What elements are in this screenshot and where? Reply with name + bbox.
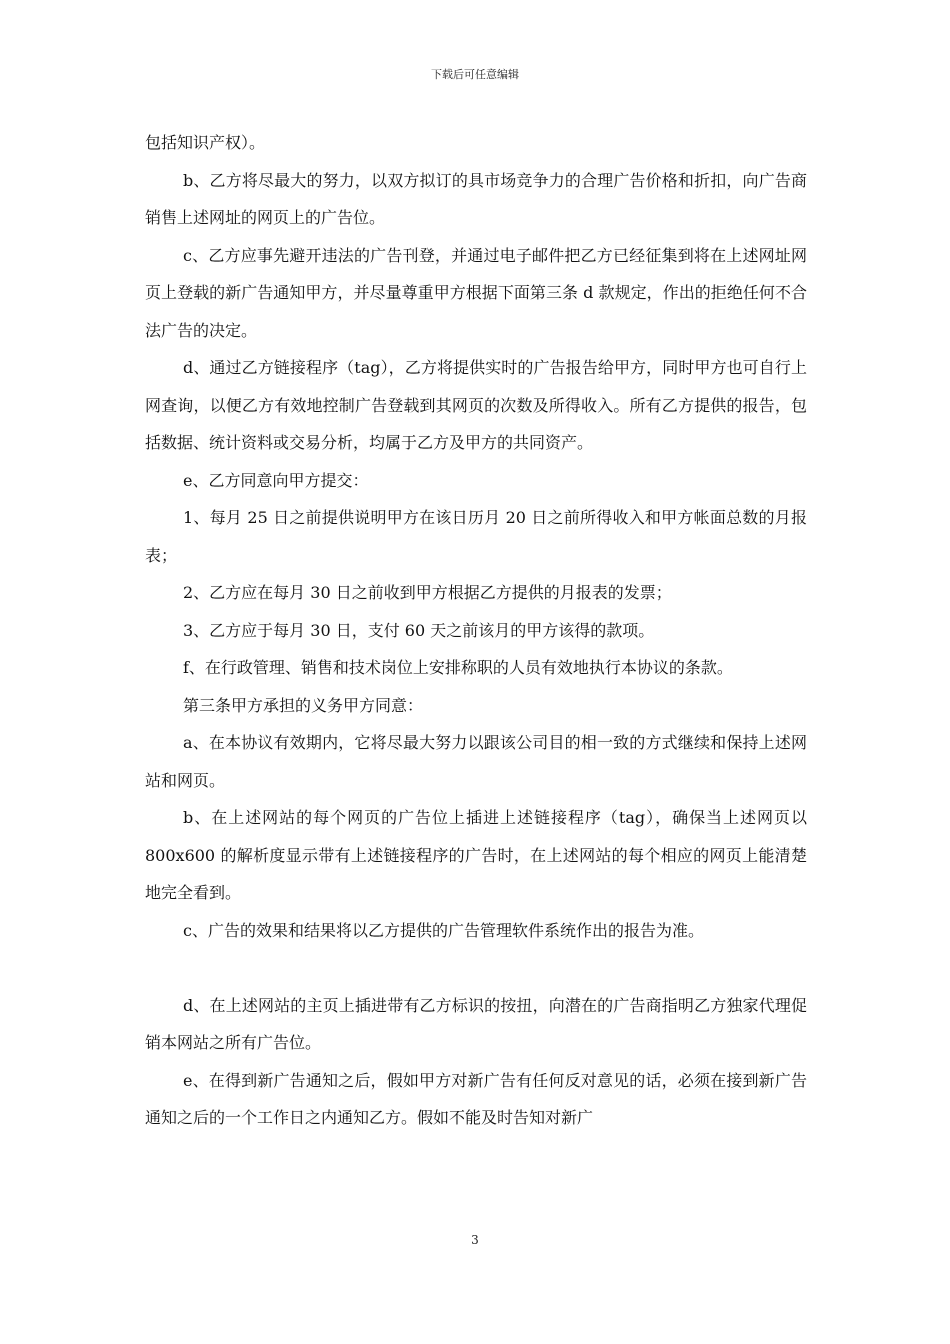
paragraph: 3、乙方应于每月 30 日，支付 60 天之前该月的甲方该得的款项。 (183, 620, 655, 640)
paragraph: 包括知识产权）。 (145, 133, 266, 152)
document-body (145, 124, 807, 1137)
paragraph: d、在上述网站的主页上插进带有乙方标识的按扭，向潜在的广告商指明乙方独家代理促销本网站之所有广告位。 (145, 995, 807, 1052)
paragraph: a、在本协议有效期内，它将尽最大努力以跟该公司目的相一致的方式继续和保持上述网站和网页。 (145, 733, 807, 790)
paragraph: b、在上述网站的每个网页的广告位上插进上述链接程序（tag），确保当上述网页以 800x600 的解析度显示带有上述链接程序的广告时，在上述网站的每个相应的网页上能清楚地完全看到。 (145, 808, 807, 902)
paragraph: 1、每月 25 日之前提供说明甲方在该日历月 20 日之前所得收入和甲方帐面总数的月报表； (145, 508, 807, 565)
paragraph: e、乙方同意向甲方提交： (183, 470, 369, 490)
paragraph: b、乙方将尽最大的努力，以双方拟订的具市场竞争力的合理广告价格和折扣，向广告商销售上述网址的网页上的广告位。 (145, 170, 807, 227)
paragraph: e、在得到新广告通知之后，假如甲方对新广告有任何反对意见的话，必须在接到新广告通知之后的一个工作日之内通知乙方。假如不能及时告知对新广 (145, 1070, 807, 1127)
paragraph: f、在行政管理、销售和技术岗位上安排称职的人员有效地执行本协议的条款。 (183, 658, 733, 677)
page-number: 3 (471, 1233, 479, 1247)
section-heading: 第三条甲方承担的义务甲方同意： (183, 695, 424, 715)
paragraph: d、通过乙方链接程序（tag），乙方将提供实时的广告报告给甲方，同时甲方也可自行上网查询，以便乙方有效地控制广告登载到其网页的次数及所得收入。所有乙方提供的报告，包括数据、统计资料或交易分析，均属于乙方及甲方的共同资产。 (145, 358, 807, 452)
page-header: 下载后可任意编辑 (431, 68, 519, 81)
paragraph: c、广告的效果和结果将以乙方提供的广告管理软件系统作出的报告为准。 (183, 920, 704, 940)
paragraph: 2、乙方应在每月 30 日之前收到甲方根据乙方提供的月报表的发票； (183, 583, 672, 602)
paragraph: c、乙方应事先避开违法的广告刊登，并通过电子邮件把乙方已经征集到将在上述网址网页上登载的新广告通知甲方，并尽量尊重甲方根据下面第三条 d 款规定，作出的拒绝任何不合法广告的决定。 (145, 245, 807, 340)
blank-line (145, 949, 807, 987)
